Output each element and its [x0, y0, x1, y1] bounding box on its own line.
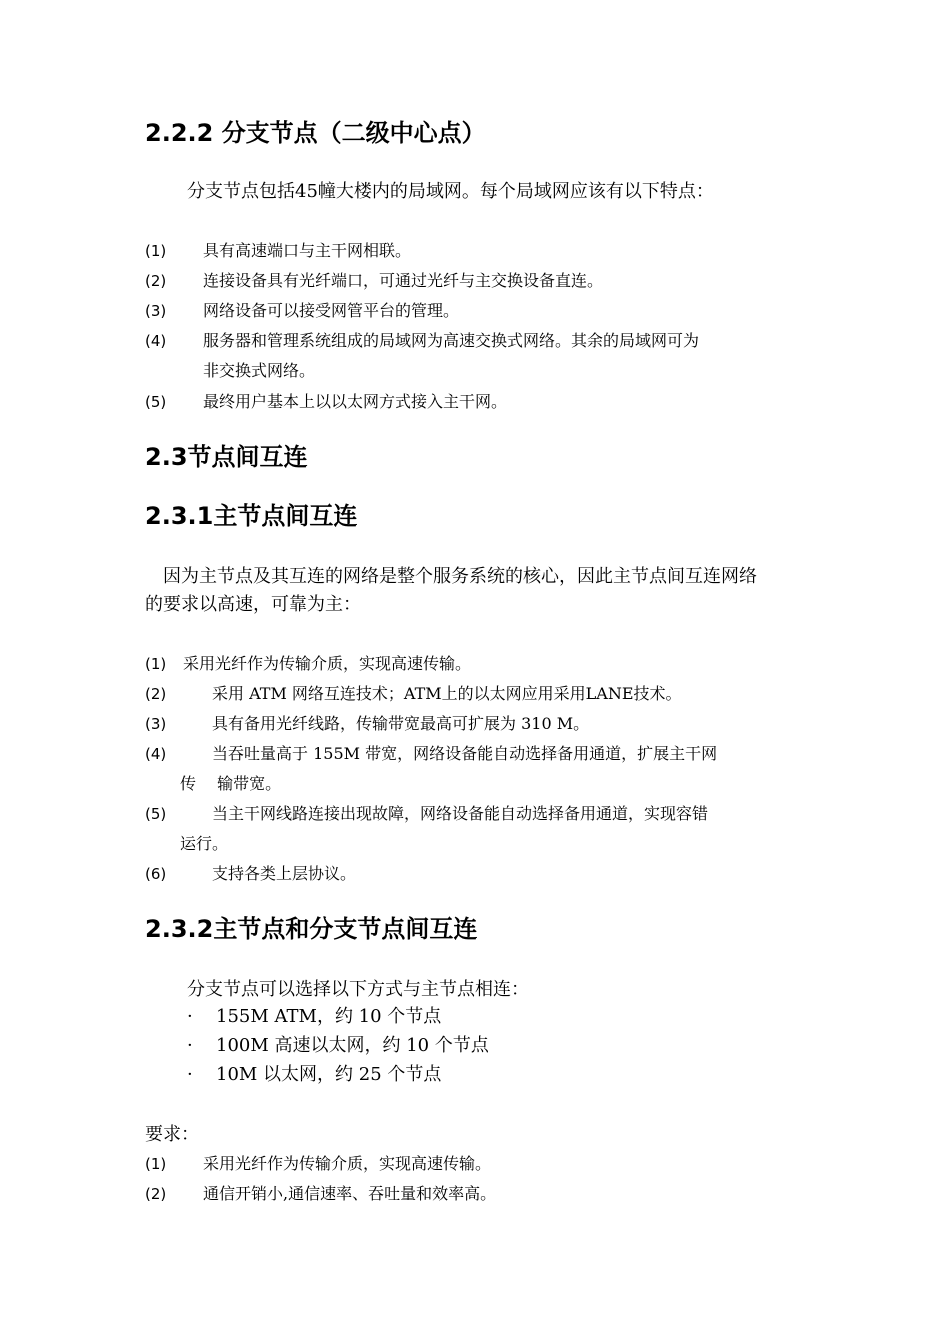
list-text-continuation: 运行。 — [180, 834, 229, 853]
section-heading-2-3: 2.3节点间互连 — [145, 443, 308, 471]
list-text: 连接设备具有光纤端口，可通过光纤与主交换设备直连。 — [203, 271, 604, 290]
list-number: (5) — [145, 393, 167, 411]
list-number: (6) — [145, 865, 167, 883]
list-text: 支持各类上层协议。 — [212, 864, 357, 883]
list-text: 具有备用光纤线路，传输带宽最高可扩展为 310 M。 — [212, 714, 590, 733]
list-text: 采用 ATM 网络互连技术；ATM上的以太网应用采用LANE技术。 — [212, 684, 682, 703]
list-text: 通信开销小,通信速率、吞吐量和效率高。 — [203, 1184, 497, 1203]
section-heading-2-3-2: 2.3.2主节点和分支节点间互连 — [145, 915, 478, 943]
list-text-continuation: 传 输带宽。 — [180, 774, 282, 793]
list-number: (2) — [145, 272, 167, 290]
list-text: 网络设备可以接受网管平台的管理。 — [203, 301, 460, 320]
bullet-marker: · — [187, 1035, 193, 1056]
list-text: 具有高速端口与主干网相联。 — [203, 241, 412, 260]
list-text: 当主干网线路连接出现故障，网络设备能自动选择备用通道，实现容错 — [212, 804, 709, 823]
list-number: (5) — [145, 805, 167, 823]
section-2-3-1-intro-line2: 的要求以高速，可靠为主： — [145, 594, 361, 615]
section-2-2-2-intro: 分支节点包括45幢大楼内的局域网。每个局域网应该有以下特点： — [187, 181, 714, 202]
section-2-3-2-intro: 分支节点可以选择以下方式与主节点相连： — [187, 979, 529, 1000]
list-number: (1) — [145, 242, 167, 260]
list-number: (2) — [145, 685, 167, 703]
bullet-text: 10M 以太网，约 25 个节点 — [216, 1064, 442, 1085]
list-number: (3) — [145, 715, 167, 733]
list-text: 采用光纤作为传输介质，实现高速传输。 — [203, 1154, 492, 1173]
list-number: (1) — [145, 1155, 167, 1173]
bullet-marker: · — [187, 1064, 193, 1085]
list-text: 采用光纤作为传输介质，实现高速传输。 — [183, 654, 472, 673]
bullet-text: 100M 高速以太网，约 10 个节点 — [216, 1035, 489, 1056]
list-text: 服务器和管理系统组成的局域网为高速交换式网络。其余的局域网可为 — [203, 331, 700, 350]
list-number: (1) — [145, 655, 167, 673]
section-2-3-1-intro-line1: 因为主节点及其互连的网络是整个服务系统的核心，因此主节点间互连网络 — [163, 566, 757, 587]
section-heading-2-3-1: 2.3.1主节点间互连 — [145, 502, 358, 530]
list-number: (2) — [145, 1185, 167, 1203]
section-heading-2-2-2: 2.2.2 分支节点（二级中心点） — [145, 119, 486, 147]
list-number: (4) — [145, 745, 167, 763]
bullet-text: 155M ATM，约 10 个节点 — [216, 1006, 442, 1027]
list-text: 最终用户基本上以以太网方式接入主干网。 — [203, 392, 508, 411]
list-text-continuation: 非交换式网络。 — [203, 361, 316, 380]
list-number: (4) — [145, 332, 167, 350]
list-text: 当吞吐量高于 155M 带宽，网络设备能自动选择备用通道，扩展主干网 — [212, 744, 718, 763]
requirements-label: 要求： — [145, 1124, 199, 1145]
bullet-marker: · — [187, 1006, 193, 1027]
list-number: (3) — [145, 302, 167, 320]
